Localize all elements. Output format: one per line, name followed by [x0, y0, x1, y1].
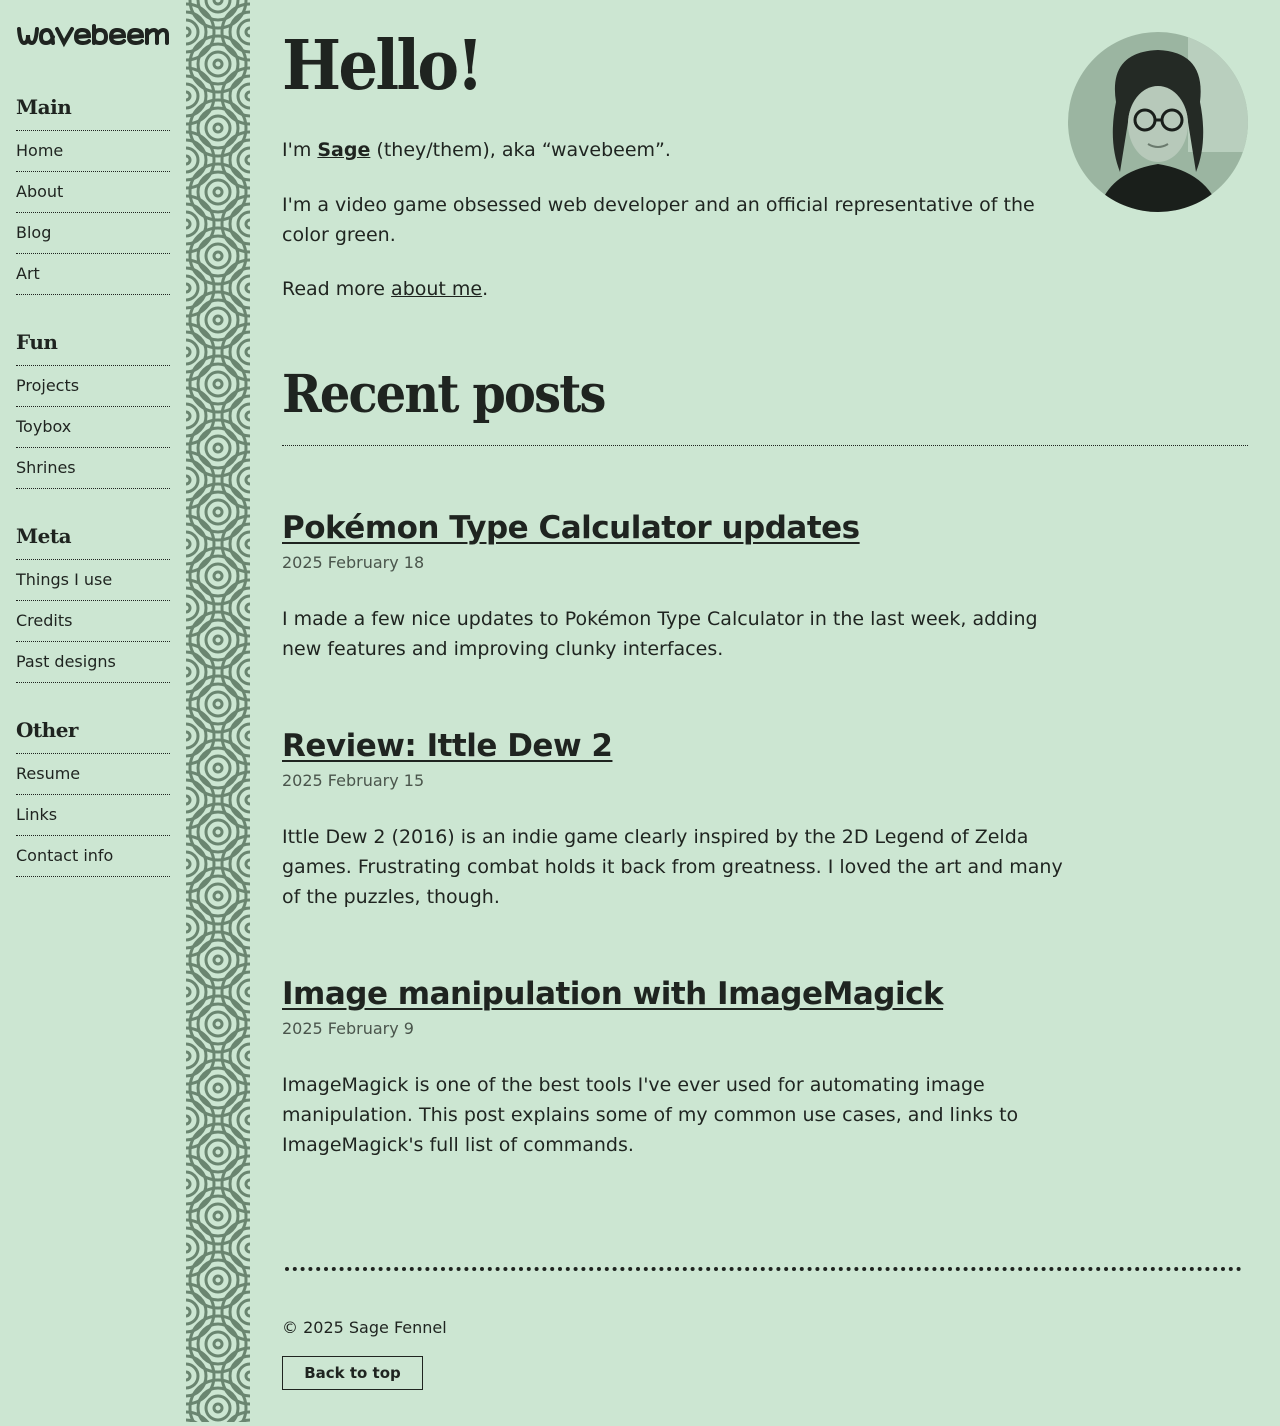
nav-item-links: [16, 795, 170, 836]
nav-link-home[interactable]: Home: [16, 141, 64, 160]
nav-group-main: [16, 94, 170, 295]
logo-wordmark-icon: [16, 22, 170, 50]
nav-group-fun: [16, 329, 170, 489]
post-date: 2025 February 9: [282, 1019, 414, 1038]
concentric-circles-pattern-icon: [186, 0, 250, 1422]
nav-link-blog[interactable]: Blog: [16, 223, 52, 242]
post-title: [282, 974, 1082, 1014]
nav-link-projects[interactable]: Projects: [16, 376, 80, 395]
nav-heading-main: Main: [16, 94, 170, 131]
post-title: [282, 508, 1082, 548]
nav-link-resume[interactable]: Resume: [16, 764, 81, 783]
nav-heading-other: Other: [16, 717, 170, 754]
intro-suffix-text: (they/them), aka “wavebeem”.: [370, 139, 671, 161]
nav-list-meta: [16, 560, 170, 683]
recent-posts-heading-text: Recent posts: [282, 364, 605, 425]
copyright-text: © 2025 Sage Fennel: [282, 1318, 447, 1337]
avatar-portrait-icon: [1068, 32, 1248, 212]
nav-item-resume: [16, 754, 170, 795]
nav-heading-meta: Meta: [16, 523, 170, 560]
intro-line-3: [282, 274, 1042, 304]
avatar: [1068, 32, 1248, 212]
nav-item-home: [16, 131, 170, 172]
back-to-top-button[interactable]: Back to top: [282, 1356, 423, 1390]
post-title-link-ittle-dew-2[interactable]: Review: Ittle Dew 2: [282, 728, 613, 764]
read-more-prefix-text: Read more: [282, 278, 392, 300]
nav-item-contact-info: [16, 836, 170, 877]
nav-list-other: [16, 754, 170, 877]
nav-link-shrines[interactable]: Shrines: [16, 458, 76, 477]
nav-item-projects: [16, 366, 170, 407]
nav-link-credits[interactable]: Credits: [16, 611, 73, 630]
intro-line-1: [282, 135, 1042, 165]
nav-item-about: [16, 172, 170, 213]
intro-prefix-text: I'm: [282, 139, 318, 161]
dotted-divider-icon: [282, 1263, 1248, 1275]
nav-list-fun: [16, 366, 170, 489]
post-item: [282, 726, 1082, 912]
post-item: [282, 508, 1082, 664]
nav-link-contact-info[interactable]: Contact info: [16, 846, 114, 865]
nav-item-art: [16, 254, 170, 295]
read-more-suffix-text: .: [482, 278, 489, 300]
nav-link-links[interactable]: Links: [16, 805, 58, 824]
nav-link-toybox[interactable]: Toybox: [16, 417, 72, 436]
nav-item-things-i-use: [16, 560, 170, 601]
post-summary: I made a few nice updates to Pokémon Type Calculator in the last week, adding new features and improving clunky interfaces.: [282, 608, 1038, 660]
intro-line-2: I'm a video game obsessed web developer and an official representative of the color green.: [282, 194, 1035, 246]
recent-posts-heading: [282, 360, 1248, 446]
nav-link-things-i-use[interactable]: Things I use: [16, 570, 113, 589]
nav-link-about[interactable]: About: [16, 182, 64, 201]
nav-link-past-designs[interactable]: Past designs: [16, 652, 116, 671]
post-summary: Ittle Dew 2 (2016) is an indie game clearly inspired by the 2D Legend of Zelda games. Frustrating combat holds it back from greatness. I loved the art and many of the puzzles, though.: [282, 826, 1063, 908]
post-title-link-imagemagick[interactable]: Image manipulation with ImageMagick: [282, 976, 944, 1012]
post-date: 2025 February 15: [282, 771, 425, 790]
nav-item-shrines: [16, 448, 170, 489]
post-title-link-pokemon-type-calculator[interactable]: Pokémon Type Calculator updates: [282, 510, 860, 546]
nav-group-meta: [16, 523, 170, 683]
post-title: [282, 726, 1082, 766]
nav-item-past-designs: [16, 642, 170, 683]
nav-item-credits: [16, 601, 170, 642]
footer-divider: [282, 1260, 1248, 1272]
nav-list-main: [16, 131, 170, 295]
about-me-link[interactable]: about me: [391, 278, 483, 300]
page-title: Hello!: [282, 26, 482, 106]
nav-heading-fun: Fun: [16, 329, 170, 366]
nav-group-other: [16, 717, 170, 877]
nav-item-toybox: [16, 407, 170, 448]
post-summary: ImageMagick is one of the best tools I've ever used for automating image manipulation. This post explains some of my common use cases, and links to ImageMagick's full list of commands.: [282, 1074, 1019, 1156]
decorative-pattern-strip: [186, 0, 250, 1422]
post-item: [282, 974, 1082, 1160]
name-link-sage[interactable]: Sage: [317, 139, 371, 161]
nav-item-blog: [16, 213, 170, 254]
site-logo[interactable]: [16, 22, 170, 50]
post-date: 2025 February 18: [282, 553, 425, 572]
nav-link-art[interactable]: Art: [16, 264, 40, 283]
